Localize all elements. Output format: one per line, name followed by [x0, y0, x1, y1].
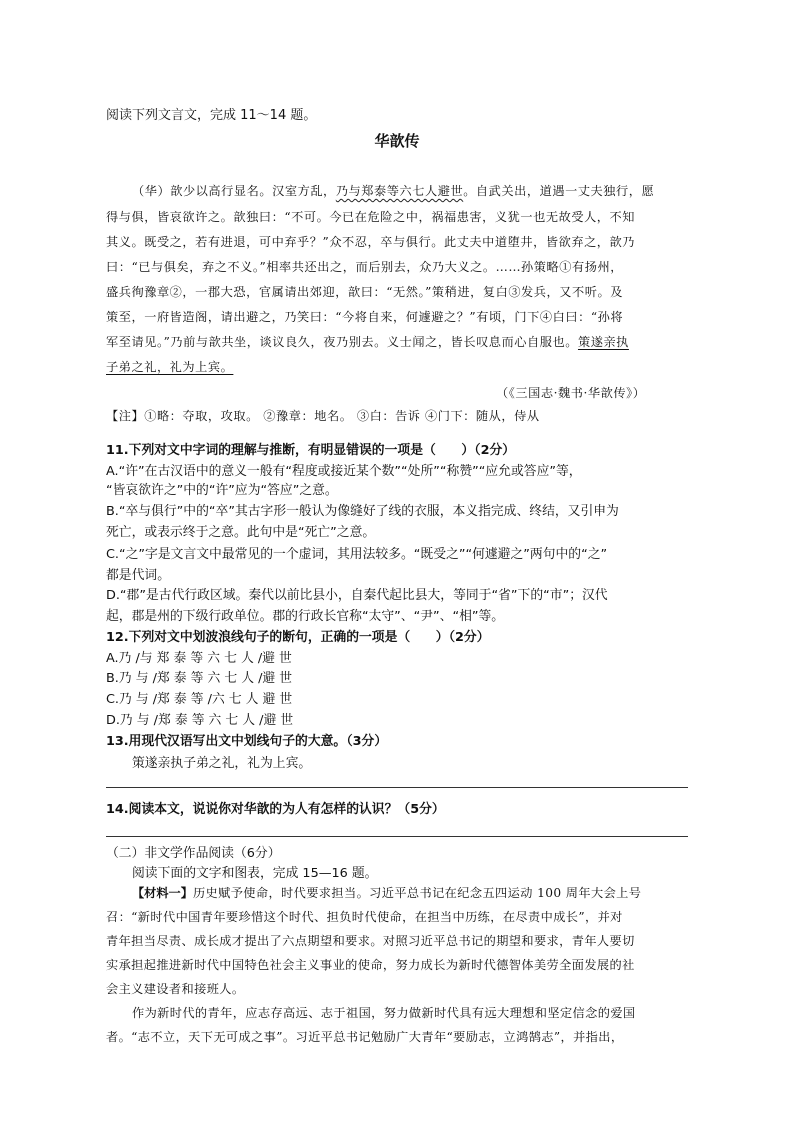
- passage-title: 华歆传: [374, 132, 420, 150]
- material1-line-5: 会主义建设者和接班人。: [106, 982, 245, 996]
- material1-line-1: [132, 884, 641, 901]
- passage-text: 。自武关出，道遇一丈夫独行，愿: [463, 184, 655, 198]
- passage-line-6: 策至，一府皆造阁，请出避之，乃笑曰：“今将自来，何遽避之？”有顷，门下④白曰：“孙将: [106, 310, 624, 324]
- q12-option-b: B.乃 与 /郑 泰 等 六 七 人 /避 世: [106, 671, 293, 686]
- q12-option-c: C.乃 与 /郑 泰 等 /六 七 人 避 世: [106, 692, 293, 707]
- q11-option-c-cont: 都是代词。: [106, 568, 170, 583]
- q12-option-a: A.乃 /与 郑 泰 等 六 七 人 /避 世: [106, 651, 292, 666]
- wavy-underlined-sentence: 乃与郑泰等六七人避世: [335, 184, 464, 198]
- q11-option-c: C.“之”字是文言文中最常见的一个虚词，其用法较多。“既受之”“何遽避之”两句中的“之”: [106, 547, 608, 562]
- reading-intro: 阅读下列文言文，完成 11～14 题。: [106, 108, 317, 123]
- passage-line-8: [106, 358, 233, 375]
- passage-note: 【注】①略：夺取，攻取。 ②豫章：地名。 ③白：告诉 ④门下：随从，侍从: [106, 409, 540, 423]
- passage-line-1: [132, 182, 654, 199]
- material1-line-3: 青年担当尽责、成长成才提出了六点期望和要求。对照习近平总书记的期望和要求，青年人要切: [106, 934, 635, 948]
- passage-line-4: 曰：“已与俱矣，弃之不义。”相率共还出之，而后别去，众乃大义之。……孙策略①有扬州，: [106, 260, 623, 274]
- q11-option-b: B.“卒与俱行”中的“卒”其古字形一般认为像缝好了线的衣服，本义指完成、终结，又引申为: [106, 504, 619, 519]
- q13-sentence: 策遂亲执子弟之礼，礼为上宾。: [132, 756, 312, 771]
- passage-text: （华）歆少以高行显名。汉室方乱，: [132, 184, 336, 198]
- q11-option-a-cont: “皆哀欲许之”中的“许”应为“答应”之意。: [106, 483, 338, 498]
- q12-option-d: D.乃 与 /郑 泰 等 六 七 人 /避 世: [106, 713, 294, 728]
- material-text: 历史赋予使命，时代要求担当。习近平总书记在纪念五四运动 100 周年大会上号: [192, 886, 642, 900]
- passage-line-3: 其义。既受之，若有进退，可中弃乎？”众不忍，卒与俱行。此丈夫中道堕井，皆欲弃之，歆乃: [106, 235, 636, 249]
- q11-option-d-cont: 起，郡是州的下级行政单位。郡的行政长官称“太守”、“尹”、“相”等。: [106, 609, 505, 624]
- material2-line-2: 者。“志不立，天下无可成之事”。习近平总书记勉励广大青年“要励志，立鸿鹄志”，并指出，: [106, 1030, 624, 1044]
- passage-line-7: [106, 333, 629, 350]
- material1-line-4: 实承担起推进新时代中国特色社会主义事业的使命，努力成长为新时代德智体美劳全面发展的社: [106, 958, 635, 972]
- underlined-sentence: 子弟之礼，礼为上宾。: [106, 360, 234, 374]
- material-label: 【材料一】: [132, 886, 193, 900]
- answer-line: [106, 836, 688, 837]
- q11-option-a: A.“许”在古汉语中的意义一般有“程度或接近某个数”“处所”“称赞”“应允或答应”等，: [106, 464, 582, 479]
- q13-stem: 13.用现代汉语写出文中划线句子的大意。（3分）: [106, 734, 388, 749]
- passage-line-5: 盛兵徇豫章②，一郡大恐，官属请出郊迎，歆曰：“无然。”策稍进，复白③发兵，又不听。及: [106, 285, 623, 299]
- q12-stem: 12.下列对文中划波浪线句子的断句，正确的一项是（ ）（2分）: [106, 630, 490, 645]
- section2-instruction: 阅读下面的文字和图表，完成 15—16 题。: [132, 866, 378, 881]
- q11-option-b-cont: 死亡，或表示终于之意。此句中是“死亡”之意。: [106, 525, 376, 540]
- q11-stem: 11.下列对文中字词的理解与推断，有明显错误的一项是（ ）（2分）: [106, 443, 516, 458]
- passage-text: 军至请见。”乃前与歆共坐，谈议良久，夜乃别去。义士闻之，皆长叹息而心自服也。: [106, 335, 578, 349]
- q14-stem: 14.阅读本文，说说你对华歆的为人有怎样的认识？（5分）: [106, 802, 445, 817]
- material2-line-1: 作为新时代的青年，应志存高远、志于祖国，努力做新时代具有远大理想和坚定信念的爱国: [132, 1006, 636, 1020]
- answer-line: [106, 787, 688, 788]
- passage-source: （《三国志·魏书·华歆传》）: [496, 386, 646, 400]
- q11-option-d: D.“郡”是古代行政区域。秦代以前比县小，自秦代起比县大，等同于“省”下的“市”；汉代: [106, 588, 608, 603]
- passage-line-2: 得与俱，皆哀欲许之。歆独曰：“不可。今已在危险之中，祸福患害，义犹一也无故受人，不知: [106, 210, 636, 224]
- section2-heading: （二）非文学作品阅读（6分）: [106, 846, 281, 861]
- material1-line-2: 召：“新时代中国青年要珍惜这个时代、担负时代使命，在担当中历练，在尽责中成长”，并对: [106, 910, 623, 924]
- underlined-sentence: 策遂亲执: [577, 335, 629, 349]
